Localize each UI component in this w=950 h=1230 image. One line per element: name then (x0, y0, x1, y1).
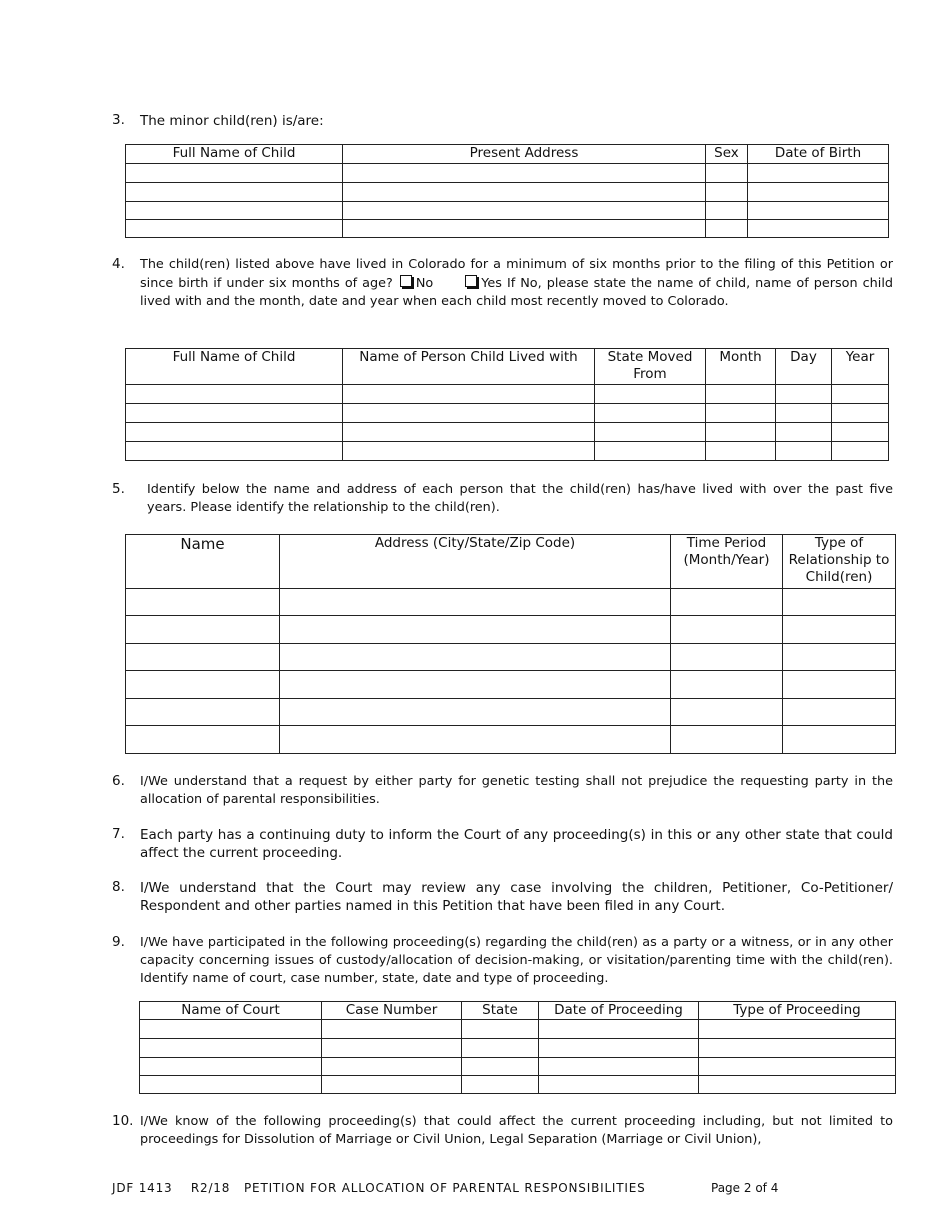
table-cell[interactable] (776, 385, 832, 404)
col-person-lived-with: Name of Person Child Lived with (343, 349, 595, 385)
item-5-text: Identify below the name and address of each person that the child(ren) has/have lived with over the past five years. Please identify the relationship to the child(ren). (147, 482, 893, 515)
item-10-text: I/We know of the following proceeding(s) that could affect the current proceeding including, but not limited to proceedings for Dissolution of Marriage or Civil Union, Legal Separation (Marriage or Civil Union), (140, 1114, 893, 1147)
table-cell[interactable] (671, 699, 783, 726)
item-9-text: I/We have participated in the following proceeding(s) regarding the child(ren) as a party or a witness, or in any other capacity concerning issues of custody/allocation of decision-making, or visitation/parenting time with the child(ren). Identify name of court, case number, state, date and type of proceeding. (140, 935, 893, 986)
item-10-number: 10. (112, 1113, 134, 1129)
table-cell[interactable] (748, 220, 889, 238)
table-cell[interactable] (699, 1039, 896, 1058)
table-cell[interactable] (322, 1058, 462, 1076)
item-5-number: 5. (112, 481, 125, 497)
table-row (140, 1058, 896, 1076)
table-row (140, 1076, 896, 1094)
item-4-instructions: If No, please state the name of child, name of person child lived with and the month, date and year when each child most recently moved to Colorado. (140, 275, 894, 309)
table-cell[interactable] (706, 423, 776, 442)
item-6-number: 6. (112, 773, 125, 789)
table-row (140, 1039, 896, 1058)
table-cell[interactable] (343, 164, 706, 183)
col-day: Day (776, 349, 832, 385)
col-present-address: Present Address (343, 145, 706, 164)
table-cell[interactable] (126, 699, 280, 726)
table-cell[interactable] (783, 726, 896, 754)
col-full-name: Full Name of Child (126, 349, 343, 385)
table-cell[interactable] (539, 1020, 699, 1039)
table-cell[interactable] (776, 423, 832, 442)
table-cell[interactable] (776, 442, 832, 461)
table-cell[interactable] (126, 423, 343, 442)
table-cell[interactable] (699, 1020, 896, 1039)
table-cell[interactable] (343, 423, 595, 442)
table-row (126, 699, 896, 726)
table-cell[interactable] (343, 220, 706, 238)
table-cell[interactable] (343, 385, 595, 404)
table-cell[interactable] (343, 183, 706, 202)
table-row (140, 1020, 896, 1039)
table-cell[interactable] (462, 1039, 539, 1058)
table-cell[interactable] (539, 1058, 699, 1076)
table-cell[interactable] (671, 644, 783, 671)
col-full-name: Full Name of Child (126, 145, 343, 164)
table-row (126, 616, 896, 644)
persons-table (125, 534, 896, 754)
table-cell[interactable] (126, 616, 280, 644)
table-cell[interactable] (126, 183, 343, 202)
table-cell[interactable] (832, 404, 889, 423)
table-row (126, 423, 889, 442)
col-state: State (462, 1002, 539, 1020)
col-name: Name (126, 535, 280, 589)
table-cell[interactable] (671, 616, 783, 644)
col-type-of-proceeding: Type of Proceeding (699, 1002, 896, 1020)
table-row (126, 404, 889, 423)
table-cell[interactable] (595, 442, 706, 461)
table-cell[interactable] (126, 404, 343, 423)
checkbox-no[interactable] (400, 275, 412, 287)
col-relationship: Type of Relationship to Child(ren) (783, 535, 896, 589)
table-cell[interactable] (699, 1058, 896, 1076)
table-cell[interactable] (595, 423, 706, 442)
item-6-text: I/We understand that a request by either party for genetic testing shall not prejudice the requesting party in the allocation of parental responsibilities. (140, 774, 893, 807)
table-cell[interactable] (706, 164, 748, 183)
col-year: Year (832, 349, 889, 385)
form-footer: JDF 1413 R2/18 PETITION FOR ALLOCATION OF PARENTAL RESPONSIBILITIES (112, 1181, 646, 1195)
item-4-question: The child(ren) listed above have lived in Colorado for a minimum of six months prior to the filing of this Petition or since birth if under six months of age? (140, 257, 893, 291)
table-cell[interactable] (280, 589, 671, 616)
table-cell[interactable] (783, 589, 896, 616)
checkbox-no-label: No (415, 275, 434, 291)
table-row (126, 726, 896, 754)
item-7-number: 7. (112, 826, 125, 842)
table-row (126, 442, 889, 461)
table-cell[interactable] (776, 404, 832, 423)
table-cell[interactable] (322, 1076, 462, 1094)
table-cell[interactable] (126, 671, 280, 699)
item-8-text: I/We understand that the Court may review any case involving the children, Petitioner, Co-Petitioner/ Respondent and other parties named in this Petition that have been filed in any Court. (140, 880, 893, 914)
table-cell[interactable] (832, 423, 889, 442)
table-cell[interactable] (126, 442, 343, 461)
table-cell[interactable] (126, 220, 343, 238)
item-4-number: 4. (112, 256, 125, 272)
table-cell[interactable] (280, 699, 671, 726)
table-cell[interactable] (280, 726, 671, 754)
table-cell[interactable] (126, 644, 280, 671)
moved-table (125, 348, 889, 461)
table-row (126, 589, 896, 616)
col-name-of-court: Name of Court (140, 1002, 322, 1020)
col-case-number: Case Number (322, 1002, 462, 1020)
table-cell[interactable] (539, 1039, 699, 1058)
table-cell[interactable] (126, 726, 280, 754)
table-cell[interactable] (706, 404, 776, 423)
col-month: Month (706, 349, 776, 385)
table-cell[interactable] (539, 1076, 699, 1094)
table-cell[interactable] (595, 404, 706, 423)
table-cell[interactable] (462, 1076, 539, 1094)
col-state-moved-from: State Moved From (595, 349, 706, 385)
table-cell[interactable] (671, 726, 783, 754)
table-cell[interactable] (343, 442, 595, 461)
table-cell[interactable] (343, 202, 706, 220)
table-cell[interactable] (140, 1076, 322, 1094)
table-row (126, 671, 896, 699)
table-cell[interactable] (706, 220, 748, 238)
table-cell[interactable] (322, 1039, 462, 1058)
table-cell[interactable] (783, 699, 896, 726)
table-cell[interactable] (832, 442, 889, 461)
col-address: Address (City/State/Zip Code) (280, 535, 671, 589)
table-row (126, 385, 889, 404)
table-cell[interactable] (748, 202, 889, 220)
table-cell[interactable] (126, 589, 280, 616)
item-8-number: 8. (112, 879, 125, 895)
table-row (126, 183, 889, 202)
table-cell[interactable] (783, 671, 896, 699)
table-cell[interactable] (280, 671, 671, 699)
col-date-of-proceeding: Date of Proceeding (539, 1002, 699, 1020)
page-number: Page 2 of 4 (711, 1181, 779, 1195)
proceedings-table (139, 1001, 896, 1094)
table-cell[interactable] (140, 1058, 322, 1076)
table-cell[interactable] (783, 616, 896, 644)
table-cell[interactable] (462, 1058, 539, 1076)
item-3-number: 3. (112, 112, 125, 128)
table-cell[interactable] (671, 589, 783, 616)
table-cell[interactable] (126, 385, 343, 404)
table-cell[interactable] (140, 1020, 322, 1039)
table-cell[interactable] (706, 385, 776, 404)
table-cell[interactable] (706, 442, 776, 461)
table-cell[interactable] (280, 616, 671, 644)
table-cell[interactable] (462, 1020, 539, 1039)
col-date-of-birth: Date of Birth (748, 145, 889, 164)
table-cell[interactable] (832, 385, 889, 404)
table-row (126, 202, 889, 220)
item-7-text: Each party has a continuing duty to inform the Court of any proceeding(s) in this or any other state that could affect the current proceeding. (140, 827, 893, 861)
table-cell[interactable] (126, 164, 343, 183)
item-4-text (140, 256, 893, 312)
table-cell[interactable] (748, 164, 889, 183)
table-row (126, 220, 889, 238)
checkbox-yes[interactable] (465, 275, 477, 287)
table-cell[interactable] (783, 644, 896, 671)
table-row (126, 644, 896, 671)
col-time-period: Time Period (Month/Year) (671, 535, 783, 589)
table-cell[interactable] (706, 202, 748, 220)
table-cell[interactable] (699, 1076, 896, 1094)
table-cell[interactable] (280, 644, 671, 671)
table-cell[interactable] (343, 404, 595, 423)
checkbox-yes-label: Yes (481, 275, 502, 291)
table-cell[interactable] (140, 1039, 322, 1058)
table-cell[interactable] (126, 202, 343, 220)
table-cell[interactable] (671, 671, 783, 699)
table-cell[interactable] (748, 183, 889, 202)
table-cell[interactable] (595, 385, 706, 404)
children-table (125, 144, 889, 238)
table-cell[interactable] (706, 183, 748, 202)
col-sex: Sex (706, 145, 748, 164)
item-9-number: 9. (112, 934, 125, 950)
table-cell[interactable] (322, 1020, 462, 1039)
item-3-text: The minor child(ren) is/are: (140, 113, 324, 129)
table-row (126, 164, 889, 183)
